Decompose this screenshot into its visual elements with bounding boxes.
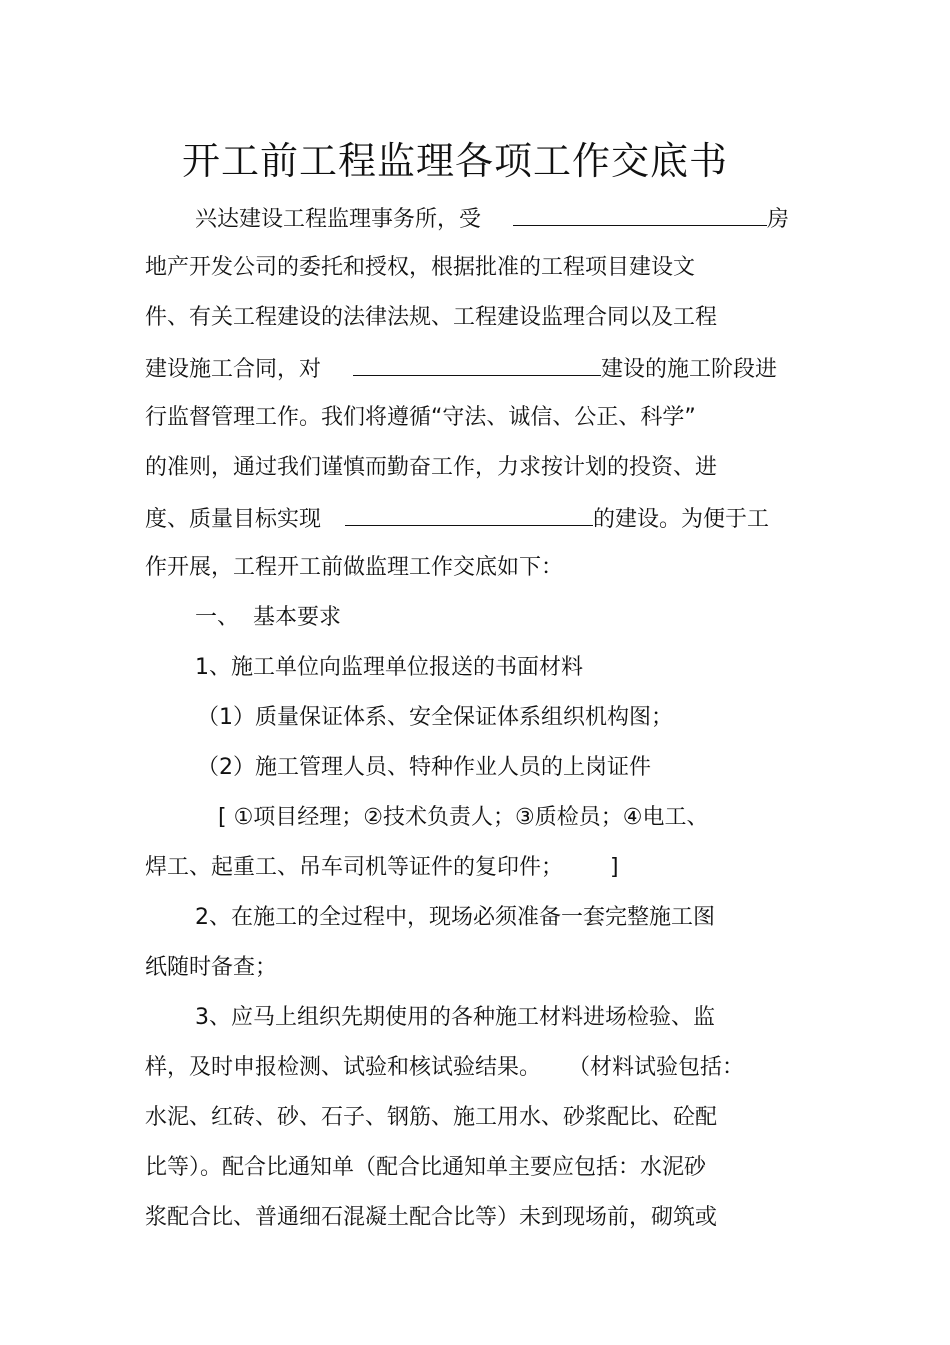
section-title: 基本要求: [253, 605, 342, 630]
intro-text: 建设的施工阶段进: [601, 357, 778, 382]
intro-text: 度、质量目标实现: [145, 507, 322, 532]
item-1-1: （1）质量保证体系、安全保证体系组织机构图；: [197, 705, 673, 730]
item-1-2: （2）施工管理人员、特种作业人员的上岗证件: [197, 755, 651, 780]
item-1-2-a: [ ①项目经理；②技术负责人；③质检员；④电工、: [218, 805, 709, 830]
intro-text: 的建设。为便于工: [593, 507, 770, 532]
item-2-b: 纸随时备查；: [145, 955, 278, 980]
intro-line-7: [145, 503, 769, 535]
item-2-a: 2、在施工的全过程中，现场必须准备一套完整施工图: [195, 905, 715, 930]
item-1: 1、施工单位向监理单位报送的书面材料: [195, 655, 583, 680]
intro-line-1: [195, 203, 789, 235]
blank-field: [353, 353, 601, 376]
intro-text: 兴达建设工程监理事务所，受: [195, 207, 482, 232]
intro-line-4: [145, 353, 777, 385]
item-text: 样，及时申报检测、试验和核试验结果。: [145, 1055, 542, 1080]
item-3-e: 浆配合比、普通细石混凝土配合比等）未到现场前，砌筑或: [145, 1205, 718, 1230]
intro-line-5: 行监督管理工作。我们将遵循“守法、诚信、公正、科学”: [145, 405, 696, 430]
intro-text: 建设施工合同，对: [145, 357, 322, 382]
intro-line-8: 作开展，工程开工前做监理工作交底如下：: [145, 555, 564, 580]
intro-line-6: 的准则，通过我们谨慎而勤奋工作，力求按计划的投资、进: [145, 455, 718, 480]
item-3-b: [145, 1053, 744, 1083]
bracket-close: ]: [610, 855, 619, 880]
item-3-a: 3、应马上组织先期使用的各种施工材料进场检验、监: [195, 1005, 715, 1030]
intro-line-2: 地产开发公司的委托和授权，根据批准的工程项目建设文: [145, 255, 696, 280]
item-3-d: 比等）。配合比通知单（配合比通知单主要应包括：水泥砂: [145, 1155, 707, 1180]
item-1-2-b: [145, 853, 619, 883]
intro-text: 房: [767, 207, 790, 232]
blank-field: [345, 503, 593, 526]
item-text: 焊工、起重工、吊车司机等证件的复印件；: [145, 855, 553, 880]
document-title: 开工前工程监理各项工作交底书: [181, 139, 728, 183]
blank-field: [513, 203, 767, 226]
section-number: 一、: [195, 605, 240, 630]
section-heading: [195, 603, 341, 633]
intro-line-3: 件、有关工程建设的法律法规、工程建设监理合同以及工程: [145, 305, 718, 330]
item-text: （材料试验包括：: [579, 1055, 745, 1080]
item-3-c: 水泥、红砖、砂、石子、钢筋、施工用水、砂浆配比、砼配: [145, 1105, 718, 1130]
